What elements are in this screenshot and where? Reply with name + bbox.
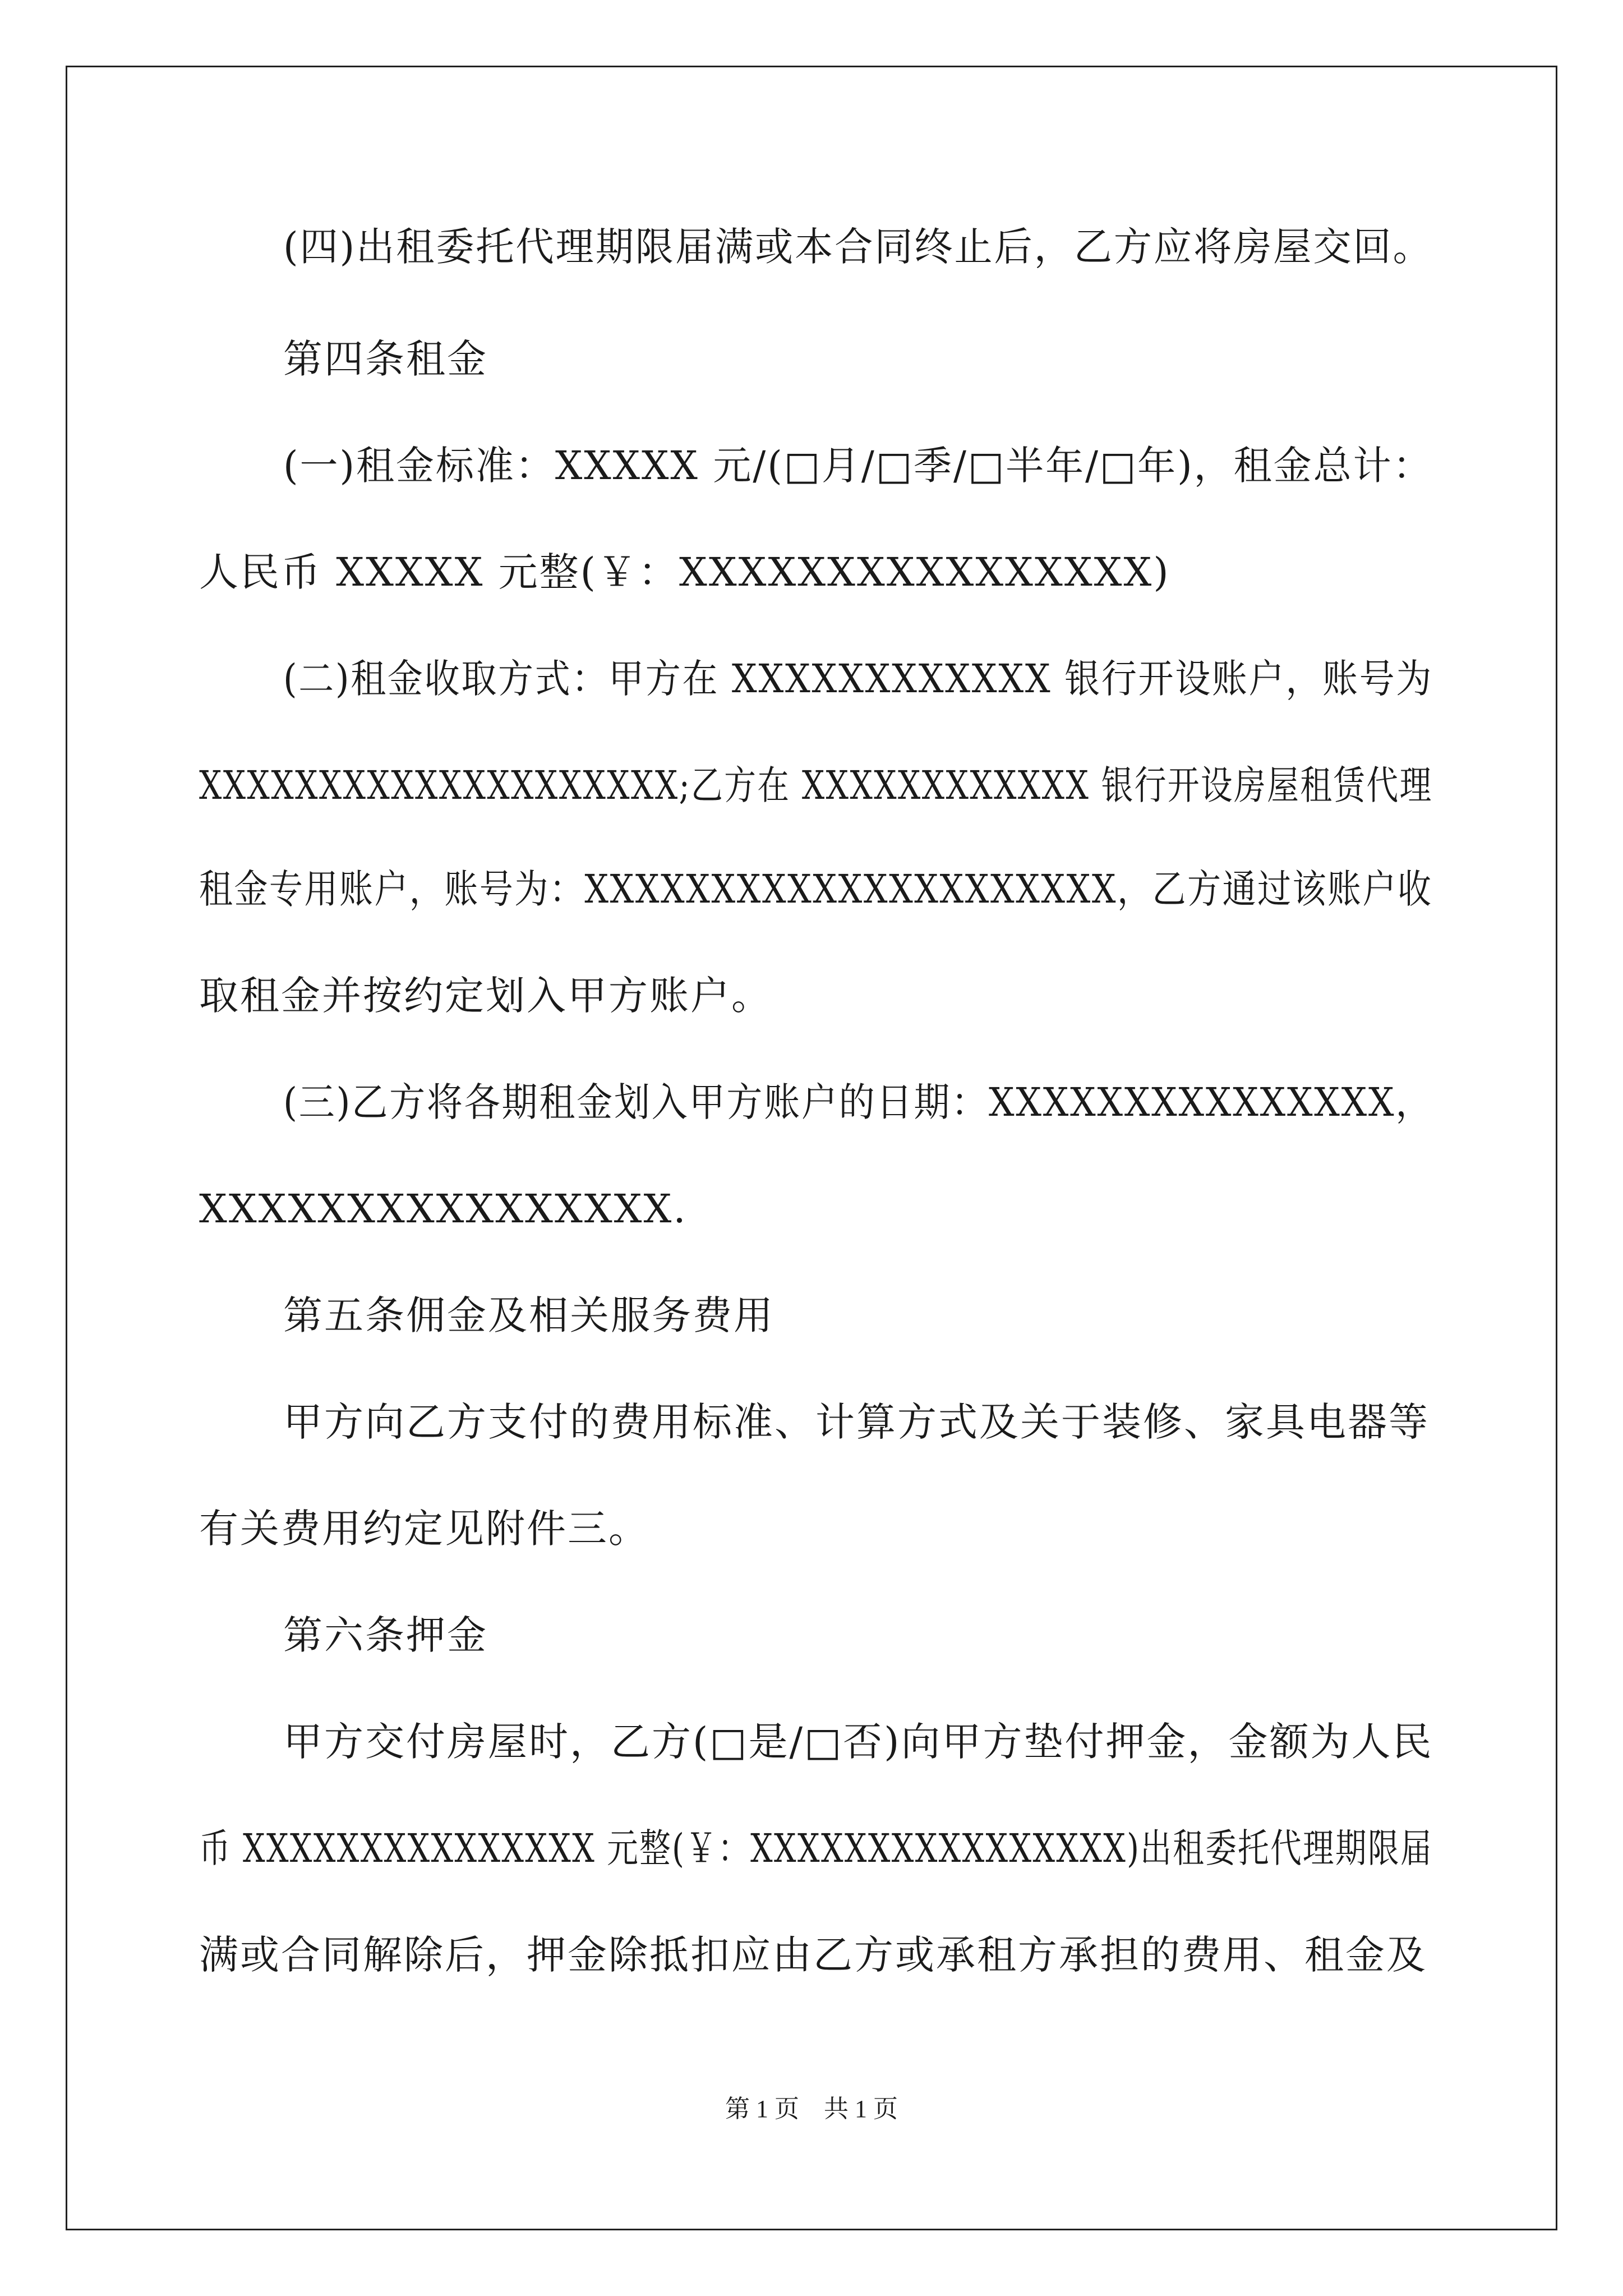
section-heading: 第六条押金 (283, 1612, 488, 1658)
paragraph-line: 币 XXXXXXXXXXXXXXX 元整(￥：XXXXXXXXXXXXXXXX)出租委托代理期限届 (199, 1825, 1433, 1871)
paragraph-line: (二)租金收取方式：甲方在 XXXXXXXXXXXX 银行开设账户，账号为 (283, 656, 1433, 702)
page-border (66, 66, 1557, 2230)
section-heading: 第五条佣金及相关服务费用 (283, 1292, 774, 1338)
section-heading: 第四条租金 (283, 336, 488, 382)
paragraph-line: 满或合同解除后，押金除抵扣应由乙方或承租方承担的费用、租金及 (199, 1932, 1427, 1978)
page-number-footer: 第 1 页 共 1 页 (725, 2095, 898, 2123)
paragraph-line: XXXXXXXXXXXXXXXXXXXX;乙方在 XXXXXXXXXXXX 银行开设房屋租赁代理 (199, 762, 1433, 808)
paragraph-line: (四)出租委托代理期限届满或本合同终止后，乙方应将房屋交回。 (283, 224, 1433, 270)
paragraph-line: 租金专用账户，账号为：XXXXXXXXXXXXXXXXXXXXX，乙方通过该账户收 (199, 866, 1433, 912)
paragraph-line: 人民币 XXXXX 元整(￥：XXXXXXXXXXXXXXXX) (199, 549, 1170, 595)
paragraph-line: 甲方交付房屋时，乙方(□是/□否)向甲方垫付押金，金额为人民 (283, 1719, 1433, 1765)
paragraph-line: 有关费用约定见附件三。 (199, 1506, 649, 1552)
paragraph-line: (三)乙方将各期租金划入甲方账户的日期：XXXXXXXXXXXXXXX， (283, 1079, 1433, 1125)
paragraph-line: 取租金并按约定划入甲方账户。 (199, 973, 772, 1019)
paragraph-line: 甲方向乙方支付的费用标准、计算方式及关于装修、家具电器等 (283, 1399, 1430, 1445)
paragraph-line: XXXXXXXXXXXXXXXX. (199, 1186, 688, 1232)
paragraph-line: (一)租金标准：XXXXX 元/(□月/□季/□半年/□年)，租金总计： (283, 443, 1433, 489)
